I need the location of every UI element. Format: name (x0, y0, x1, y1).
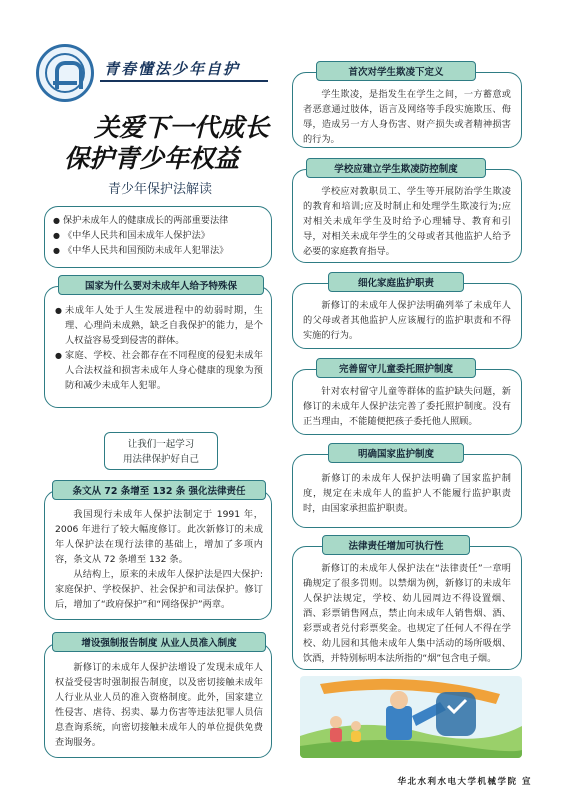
logo-emblem-icon (45, 53, 85, 93)
section-box-special-protection (44, 286, 272, 408)
section-heading-bullying-definition: 首次对学生欺凌下定义 (316, 61, 476, 81)
section-heading-legal-liability: 法律责任增加可执行性 (322, 535, 470, 555)
section-box-bullying-definition (292, 72, 522, 148)
section-paragraph: 针对农村留守儿童等群体的监护缺失问题，新修订的未成年人保护法完善了委托照护制度。没有正当理由，不能随便把孩子委托他人照顾。 (303, 386, 511, 427)
section-heading-articles: 条文从 72 条增至 132 条 强化法律责任 (52, 480, 266, 500)
section-paragraph: 新修订的未成年人保护法明确列举了未成年人的父母或者其他监护人应该履行的监护职责和不得实施的行为。 (303, 300, 511, 341)
illustration-graphic (300, 676, 522, 758)
main-title-line1: 关爱下一代成长 (94, 113, 270, 142)
study-callout (104, 432, 218, 470)
section-heading-reporting: 增设强制报告制度 从业人员准入制度 (52, 632, 266, 652)
banner-title: 青春懂法少年自护 (104, 60, 241, 78)
main-title (64, 112, 294, 174)
section-box-family-guardianship (292, 283, 522, 349)
section-heading-special-protection: 国家为什么要对未成年人给予特殊保 (58, 275, 264, 295)
section-box-articles (44, 490, 272, 620)
section-box-state-guardianship (292, 454, 522, 528)
intro-item: ● 《中华人民共和国未成年人保护法》 (53, 228, 263, 243)
section-heading-left-behind-children: 完善留守儿童委托照护制度 (316, 358, 476, 378)
footer-credit: 华北水利水电大学机械学院 宣 (397, 777, 532, 787)
section-box-left-behind-children (292, 369, 522, 435)
subtitle: 青少年保护法解读 (108, 182, 213, 197)
protection-illustration (300, 676, 522, 758)
banner-underline (100, 80, 268, 82)
section-paragraph: 新修订的未成年人保护法增设了发现未成年人权益受侵害时强制报告制度，以及密切接触未成年人行业从业人员的准入资格制度。此外，国家建立性侵害、虐待、拐卖、暴力伤害等违法犯罪人员信息查询系统，向密切接触未成年人的单位提供免费查询服务。 (55, 662, 263, 748)
section-paragraph: 新修订的未成年人保护法在“法律责任”一章明确规定了很多罚则。以禁烟为例，新修订的未成年人保护法规定，学校、幼儿园周边不得设置烟、酒、彩票销售网点，禁止向未成年人销售烟、酒、彩票或者兑付彩票奖金。也规定了任何人不得在学校、幼儿园和其他未成年人集中活动的场所吸烟、饮酒，并特别标明本法所指的“烟”包含电子烟。 (303, 563, 511, 664)
section-paragraph: 新修订的未成年人保护法明确了国家监护制度，规定在未成年人的监护人不能履行监护职责时，由国家承担监护职责。 (303, 473, 511, 514)
callout-line2: 用法律保护好自己 (122, 454, 199, 465)
school-logo (36, 44, 94, 102)
section-paragraph: 从结构上，原来的未成年人保护法是四大保护:家庭保护、学校保护、社会保护和司法保护。修订后，增加了“政府保护”和“网络保护”两章。 (55, 569, 263, 610)
section-box-legal-liability (292, 546, 522, 670)
section-box-reporting (44, 643, 272, 758)
intro-item: ● 《中华人民共和国预防未成年人犯罪法》 (53, 243, 263, 258)
intro-item: ● 保护未成年人的健康成长的两部重要法律 (53, 213, 263, 228)
section-paragraph: 学生欺凌，是指发生在学生之间，一方蓄意或者恶意通过肢体，语言及网络等手段实施欺压、侮辱，造成另一方人身伤害、财产损失或者精神损害的行为。 (303, 89, 511, 145)
callout-line1: 让我们一起学习 (127, 439, 195, 450)
section-bullet: ● 家庭、学校、社会都存在不同程度的侵犯未成年人合法权益和损害未成年人身心健康的现象为预防和减少未成年人犯罪。 (55, 348, 263, 393)
section-paragraph: 我国现行未成年人保护法制定于 1991 年，2006 年进行了较大幅度修订。此次新修订的未成年人保护法在现行法律的基础上，增加了多项内容，条文从 72 条增至 132 条。 (55, 509, 263, 565)
intro-box (44, 206, 272, 268)
section-box-school-prevention (292, 169, 522, 263)
section-paragraph: 学校应对教职员工、学生等开展防治学生欺凌的教育和培训;应及时制止和处理学生欺凌行为;应对相关未成年学生及时给予心理辅导、教育和引导，对相关未成年学生的父母或者其他监护人给予必要的家庭教育指导。 (303, 186, 511, 257)
section-heading-family-guardianship: 细化家庭监护职责 (328, 272, 464, 292)
main-title-line2: 保护青少年权益 (64, 144, 240, 173)
section-bullet: ● 未成年人处于人生发展进程中的幼弱时期，生理、心理尚未成熟，缺乏自我保护的能力，是个人权益容易受到侵害的群体。 (55, 303, 263, 348)
section-heading-school-prevention: 学校应建立学生欺凌防控制度 (306, 158, 486, 178)
section-heading-state-guardianship: 明确国家监护制度 (328, 443, 464, 463)
